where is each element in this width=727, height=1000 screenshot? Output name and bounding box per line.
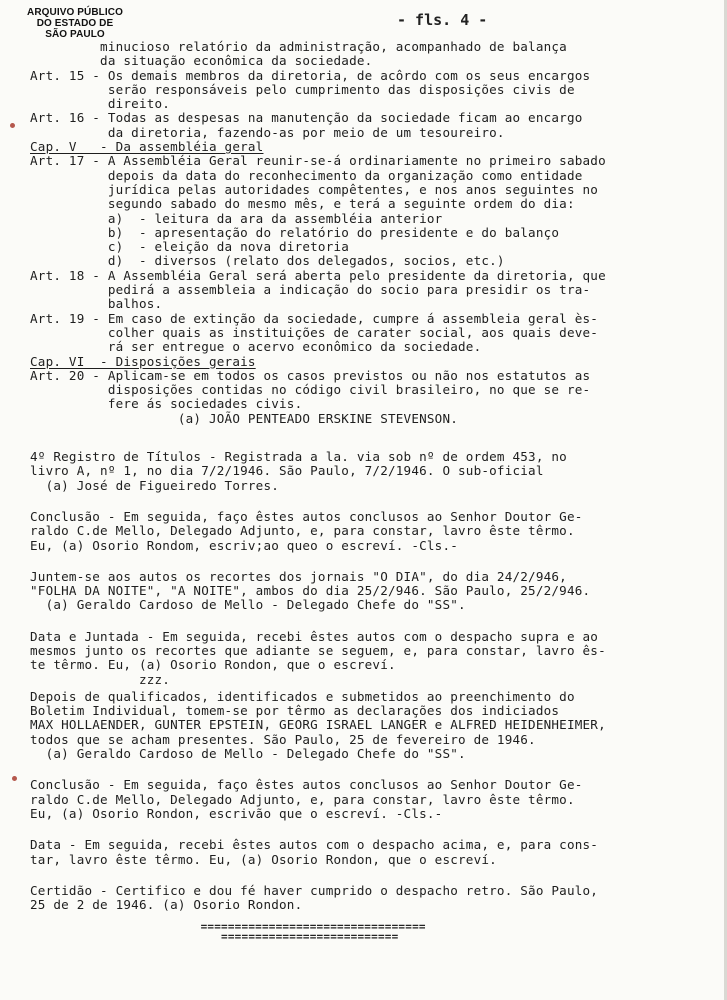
archive-stamp-line3: SÃO PAULO	[45, 29, 105, 40]
data-2-line2: tar, lavro êste têrmo. Eu, (a) Osorio Rondon, que o escreví.	[30, 851, 497, 867]
qualificados-line5: (a) Geraldo Cardoso de Mello - Delegado Chefe do "SS".	[30, 746, 466, 762]
chapter-5-heading: Cap. V - Da assembléia geral	[30, 139, 264, 155]
registry-line2: livro A, nº 1, no dia 7/2/1946. São Paulo, 7/2/1946. O sub-oficial	[30, 463, 544, 479]
article-17-line4: segundo sabado do mesmo mês, e terá a seguinte ordem do dia:	[30, 196, 575, 212]
certidao-line2: 25 de 2 de 1946. (a) Osorio Rondon.	[30, 897, 303, 913]
article-15-line2: serão responsáveis pelo cumprimento das disposições civis de	[30, 81, 575, 97]
chapter-6-heading: Cap. VI - Disposições gerais	[30, 353, 256, 369]
registry-line3: (a) José de Figueiredo Torres.	[30, 477, 280, 493]
article-18-line3: balhos.	[30, 296, 163, 312]
conclusao-2-line1: Conclusão - Em seguida, faço êstes autos conclusos ao Senhor Doutor Ge-	[30, 777, 583, 793]
article-17-line2: depois da data do reconhecimento da organização como entidade	[30, 167, 583, 183]
article-20-line1: Art. 20 - Aplicam-se em todos os casos previstos ou não nos estatutos as	[30, 367, 591, 383]
article-19-line2: colher quais as instituições de carater social, aos quais deve-	[30, 324, 599, 340]
certidao-line1: Certidão - Certifico e dou fé haver cumprido o despacho retro. São Paulo,	[30, 882, 599, 898]
data-juntada-line3: te têrmo. Eu, (a) Osorio Rondon, que o escreví.	[30, 657, 396, 673]
juntem-line3: (a) Geraldo Cardoso de Mello - Delegado Chefe do "SS".	[30, 597, 466, 613]
article-19-line3: rá ser entregue o acervo econômico da sociedade.	[30, 339, 482, 355]
ink-mark	[10, 123, 15, 128]
archive-stamp	[0, 7, 150, 40]
data-juntada-line2: mesmos junto os recortes que adiante se seguem, e, para constar, lavro ês-	[30, 642, 606, 658]
juntem-line2: "FOLHA DA NOITE", "A NOITE", ambos do dia 25/2/946. São Paulo, 25/2/946.	[30, 583, 591, 599]
conclusao-1-line3: Eu, (a) Osorio Rondom, escriv;ao queo o escreví. -Cls.-	[30, 537, 459, 553]
article-16-line1: Art. 16 - Todas as despesas na manutenção da sociedade ficam ao encargo	[30, 110, 583, 126]
conclusao-2-line3: Eu, (a) Osorio Rondon, escrivão que o escreví. -Cls.-	[30, 805, 443, 821]
article-19-line1: Art. 19 - Em caso de extinção da sociedade, cumpre á assembleia geral ès-	[30, 310, 599, 326]
article-17-item-a: a) - leitura da ara da assembléia anterior	[30, 210, 443, 226]
ink-mark	[12, 776, 17, 781]
article-20-line2: disposições contidas no código civil brasileiro, no que se re-	[30, 382, 591, 398]
article-16-line2: da diretoria, fazendo-as por meio de um tesoureiro.	[30, 124, 505, 140]
statute-signature: (a) JOÃO PENTEADO ERSKINE STEVENSON.	[30, 410, 459, 426]
typed-text-body	[30, 40, 690, 942]
closing-rule-line2: ==========================	[30, 930, 399, 944]
archive-stamp-line1: ARQUIVO PÚBLICO	[27, 7, 123, 18]
data-2-line1: Data - Em seguida, recebi êstes autos com o despacho acima, e, para cons-	[30, 837, 599, 853]
statute-intro-line1: minucioso relatório da administração, acompanhado de balança	[30, 39, 567, 54]
article-17-item-c: c) - eleição da nova diretoria	[30, 239, 350, 255]
qualificados-line1: Depois de qualificados, identificados e submetidos ao preenchimento do	[30, 688, 575, 704]
article-18-line1: Art. 18 - A Assembléia Geral será aberta pelo presidente da diretoria, que	[30, 267, 606, 283]
page-number: - fls. 4 -	[397, 11, 488, 29]
conclusao-1-line1: Conclusão - Em seguida, faço êstes autos conclusos ao Senhor Doutor Ge-	[30, 508, 583, 524]
data-juntada-line4: zzz.	[30, 671, 171, 687]
statute-intro-line2: da situação econômica da sociedade.	[30, 53, 373, 69]
data-juntada-line1: Data e Juntada - Em seguida, recebi êstes autos com o despacho supra e ao	[30, 628, 599, 644]
registry-line1: 4º Registro de Títulos - Registrada a la. via sob nº de ordem 453, no	[30, 449, 567, 465]
article-17-line1: Art. 17 - A Assembléia Geral reunir-se-á ordinariamente no primeiro sabado	[30, 153, 606, 169]
juntem-line1: Juntem-se aos autos os recortes dos jornais "O DIA", do dia 24/2/946,	[30, 568, 567, 584]
article-17-item-b: b) - apresentação do relatório do presidente e do balanço	[30, 224, 560, 240]
article-15-line3: direito.	[30, 96, 171, 112]
qualificados-line4: todos que se acham presentes. São Paulo, 25 de fevereiro de 1946.	[30, 731, 536, 747]
article-20-line3: fere ás sociedades civis.	[30, 396, 303, 412]
article-18-line2: pedirá a assembleia a indicação do socio para presidir os tra-	[30, 282, 591, 298]
article-17-item-d: d) - diversos (relato dos delegados, socios, etc.)	[30, 253, 505, 269]
qualificados-line2: Boletim Individual, tomem-se por têrmo as declarações dos indiciados	[30, 703, 560, 719]
article-17-line3: jurídica pelas autoridades compêtentes, e nos anos seguintes no	[30, 181, 599, 197]
article-15-line1: Art. 15 - Os demais membros da diretoria, de acôrdo com os seus encargos	[30, 67, 591, 83]
conclusao-1-line2: raldo C.de Mello, Delegado Adjunto, e, para constar, lavro êste têrmo.	[30, 523, 575, 539]
qualificados-line3: MAX HOLLAENDER, GUNTER EPSTEIN, GEORG ISRAEL LANGER e ALFRED HEIDENHEIMER,	[30, 717, 606, 733]
closing-rule-line1: =================================	[30, 920, 426, 934]
conclusao-2-line2: raldo C.de Mello, Delegado Adjunto, e, para constar, lavro êste têrmo.	[30, 791, 575, 807]
archive-stamp-line2: DO ESTADO DE	[36, 18, 114, 29]
